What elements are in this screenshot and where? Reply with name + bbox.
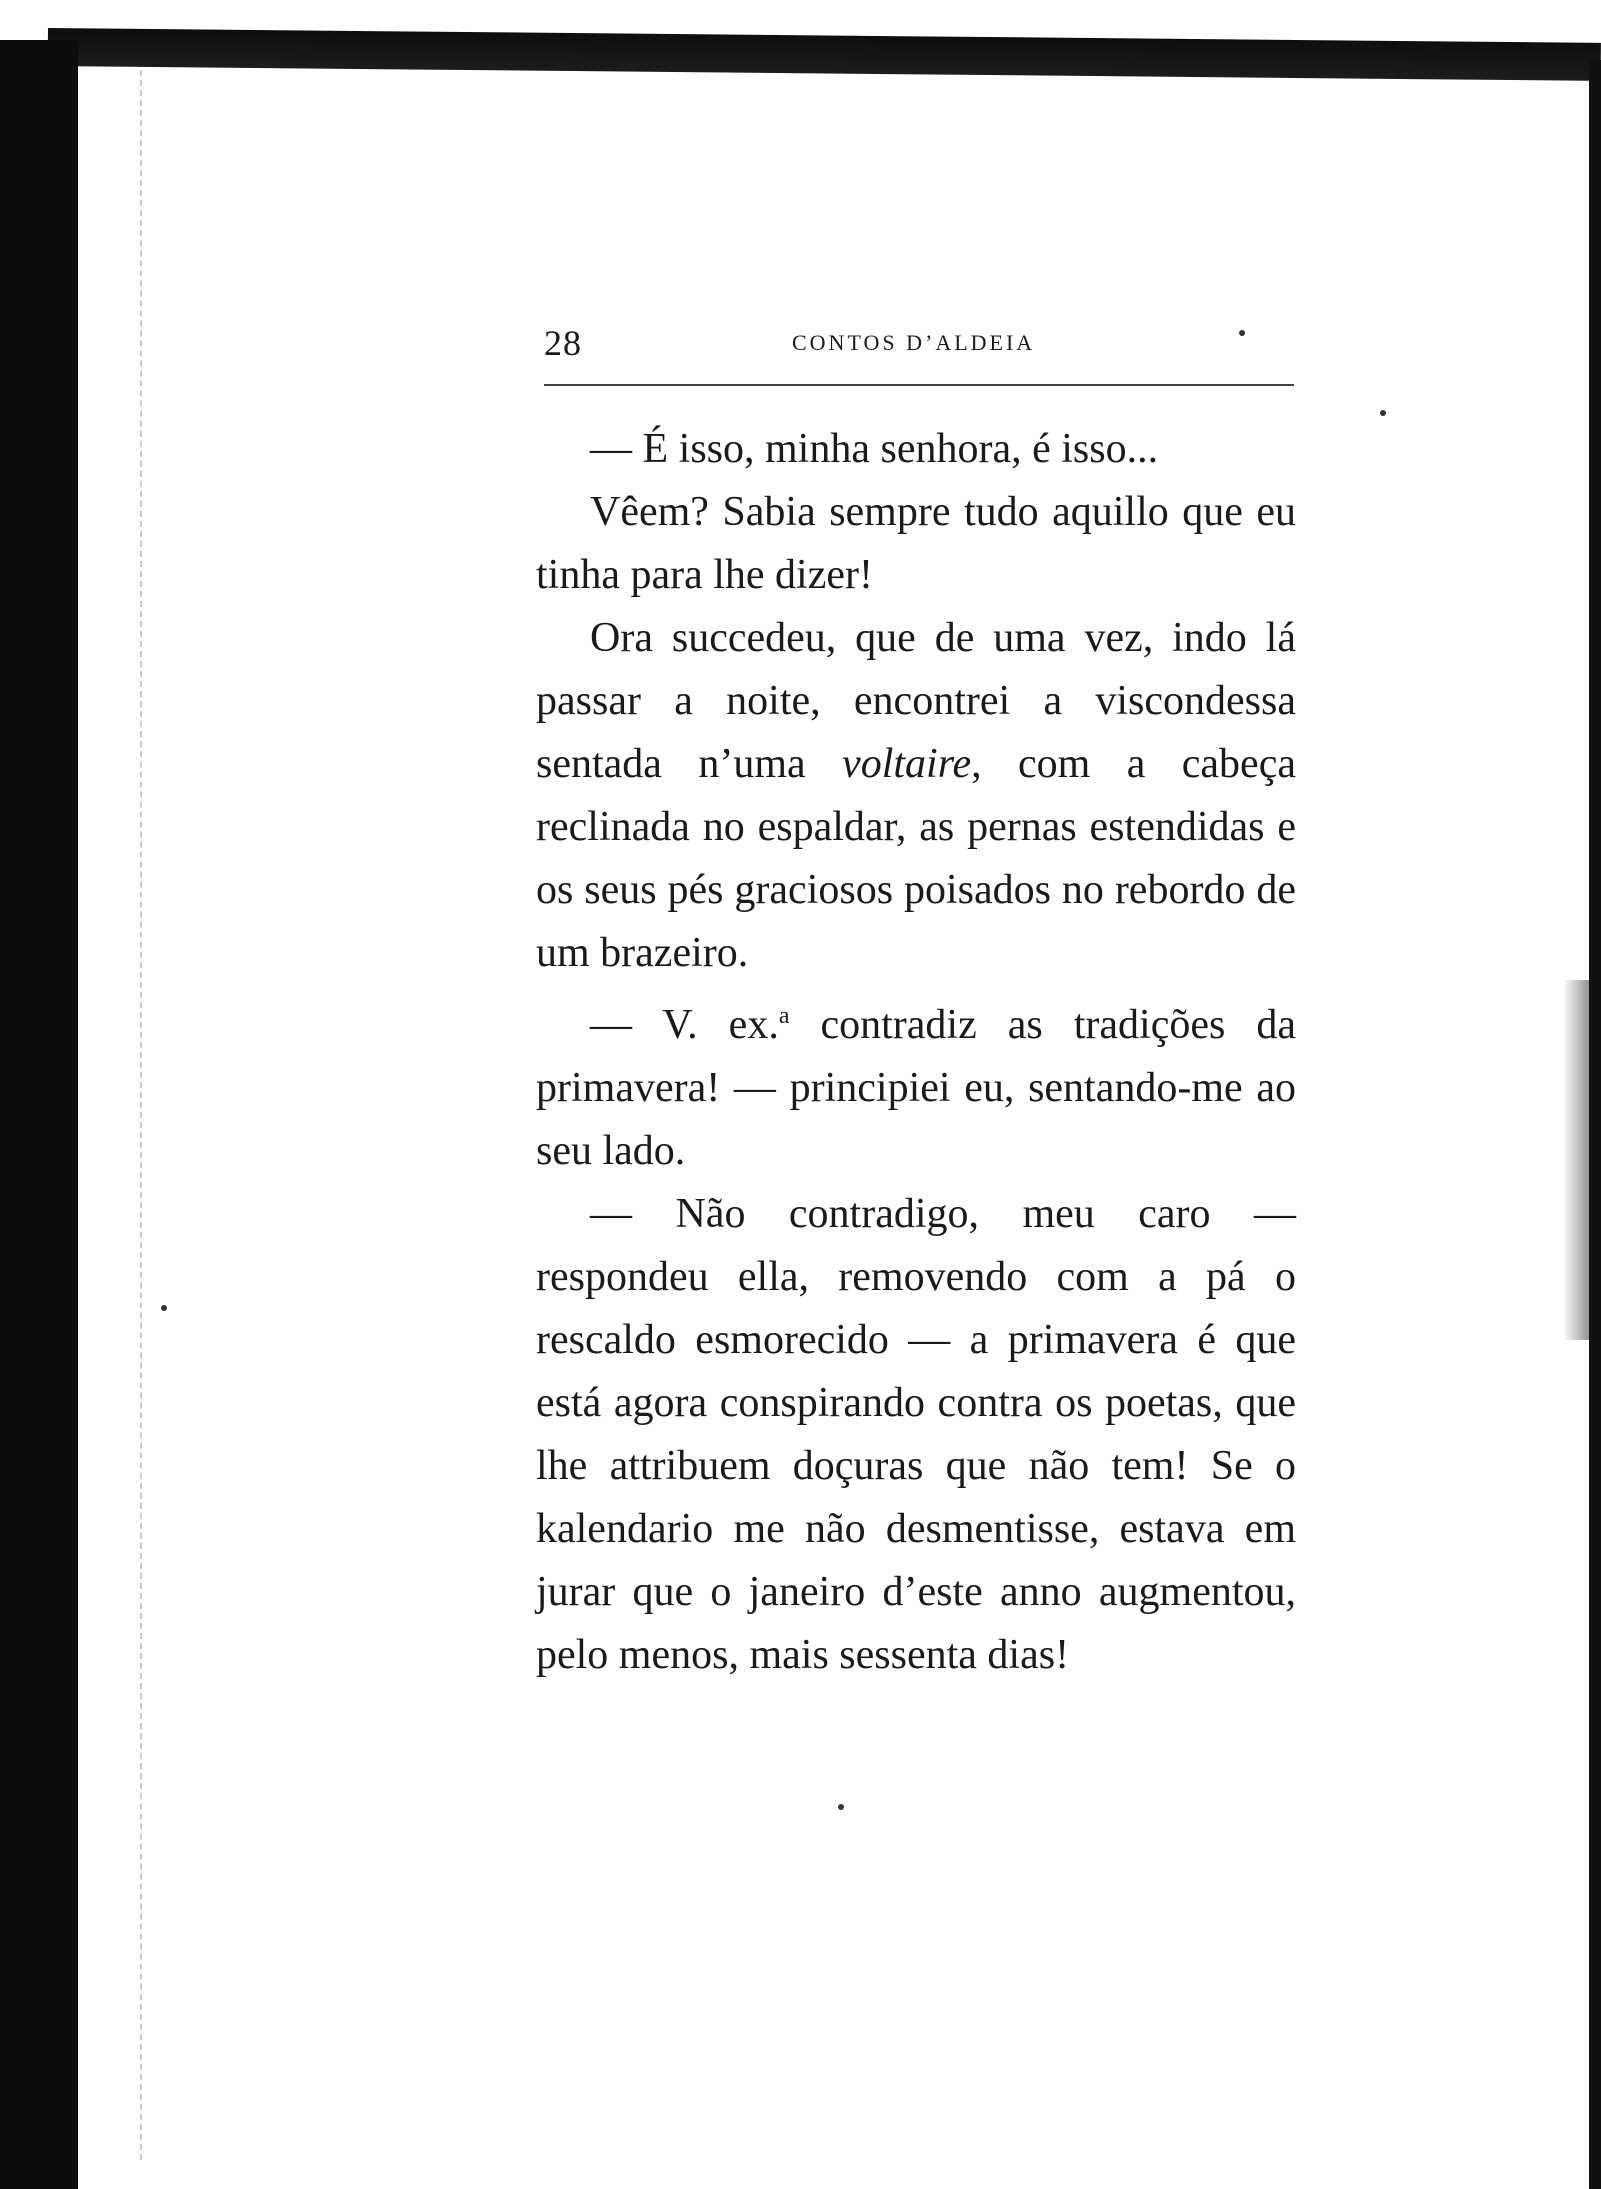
scan-shadow-right [1563,980,1589,1340]
ink-speck [1380,410,1386,416]
page-fold-edge [140,70,142,2160]
ink-speck [161,1305,167,1311]
italic-term: voltaire [842,741,972,787]
header-rule [544,384,1294,386]
paragraph-3-text-before: Ora succedeu, que de uma vez, indo lá passar a noite, encontrei a viscondessa sentada n’uma [536,615,1296,787]
paragraph-4-text-after: contradiz as tradições da primavera! — principiei eu, sentando-me ao seu lado. [536,1002,1296,1174]
page-number: 28 [544,323,582,363]
running-title: CONTOS D’ALDEIA [792,330,1036,355]
scan-border-right [1589,60,1601,2189]
paragraph-1: — É isso, minha senhora, é isso... [590,426,1159,472]
paragraph-3-text-after: , com a cabeça reclinada no espaldar, as pernas estendidas e os seus pés graciosos poisados no rebordo de um brazeiro. [536,741,1296,976]
running-header [544,322,1292,382]
body-text [536,418,1296,1687]
scan-border-top [48,28,1601,81]
superscript-abbrev: a [778,1003,790,1029]
paragraph-3 [536,607,1296,985]
paragraph-2: Vêem? Sabia sempre tudo aquillo que eu tinha para lhe dizer! [536,489,1296,598]
paragraph-5: — Não contradigo, meu caro — respondeu ella, removendo com a pá o rescaldo esmorecido — a primavera é que está agora conspirando contra os poetas, que lhe attribuem doçuras que não tem! Se o kalendario me não desmentisse, estava em jurar que o janeiro d’este anno augmentou, pelo menos, mais sessenta dias! [536,1191,1296,1678]
scan-border-left [0,40,78,2189]
paragraph-4 [536,985,1296,1183]
paragraph-4-text-before: — V. ex. [590,1002,779,1048]
ink-speck [838,1804,844,1810]
